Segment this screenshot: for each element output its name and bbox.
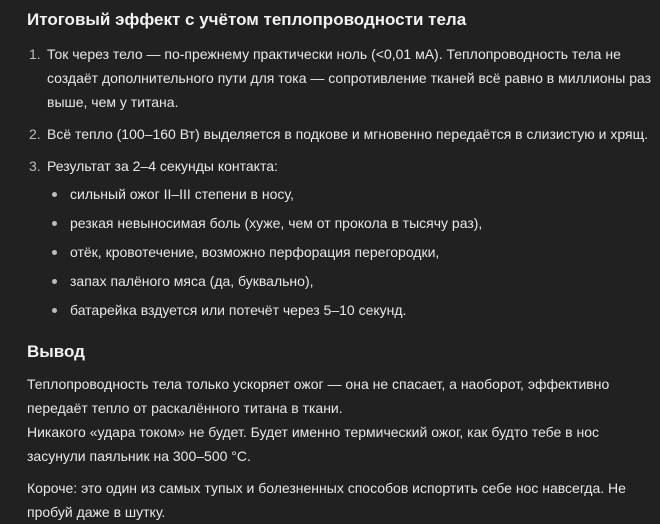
numbered-list (27, 42, 652, 322)
bullet-item (47, 240, 652, 264)
bullet-dot-icon (52, 192, 57, 197)
bullet-item (47, 182, 652, 206)
list-number: 2. (29, 126, 41, 142)
list-item (27, 154, 652, 322)
bullet-text: резкая невыносимая боль (хуже, чем от прокола в тысячу раз), (70, 215, 483, 231)
bullet-text: батарейка вздуется или потечёт через 5–10 секунд. (70, 302, 407, 318)
list-number: 3. (29, 158, 41, 174)
list-item-text: Результат за 2–4 секунды контакта: (47, 158, 278, 174)
bullet-item (47, 211, 652, 235)
list-item-text: Ток через тело — по-прежнему практически ноль (<0,01 мА). Теплопроводность тела не создаёт дополнительного пути для тока — сопротивление тканей всё равно в миллионы раз выше, чем у титана. (47, 46, 652, 110)
bullet-list (47, 182, 652, 322)
bullet-dot-icon (52, 308, 57, 313)
bullet-dot-icon (52, 279, 57, 284)
bullet-item (47, 269, 652, 293)
bullet-text: запах палёного мяса (да, буквально), (70, 273, 314, 289)
list-number: 1. (29, 46, 41, 62)
bullet-text: отёк, кровотечение, возможно перфорация перегородки, (70, 244, 440, 260)
list-item (27, 122, 652, 146)
list-item (27, 42, 652, 114)
conclusion-line-2: Никакого «удара током» не будет. Будет именно термический ожог, как будто тебе в нос засунули паяльник на 300–500 °C. (27, 424, 600, 464)
bullet-dot-icon (52, 250, 57, 255)
bullet-dot-icon (52, 221, 57, 226)
bullet-item (47, 298, 652, 322)
conclusion-paragraph (27, 372, 652, 468)
bullet-text: сильный ожог II–III степени в носу, (70, 186, 294, 202)
conclusion-line-1: Теплопроводность тела только ускоряет ожог — она не спасает, а наоборот, эффективно передаёт тепло от раскалённого титана в ткани. (27, 376, 610, 416)
message-content (27, 8, 652, 524)
section-heading-effect: Итоговый эффект с учётом теплопроводности тела (27, 10, 467, 29)
section-heading-conclusion: Вывод (27, 342, 85, 361)
summary-paragraph: Короче: это один из самых тупых и болезненных способов испортить себе нос навсегда. Не пробуй даже в шутку. (27, 480, 626, 520)
list-item-text: Всё тепло (100–160 Вт) выделяется в подкове и мгновенно передаётся в слизистую и хрящ. (47, 126, 649, 142)
